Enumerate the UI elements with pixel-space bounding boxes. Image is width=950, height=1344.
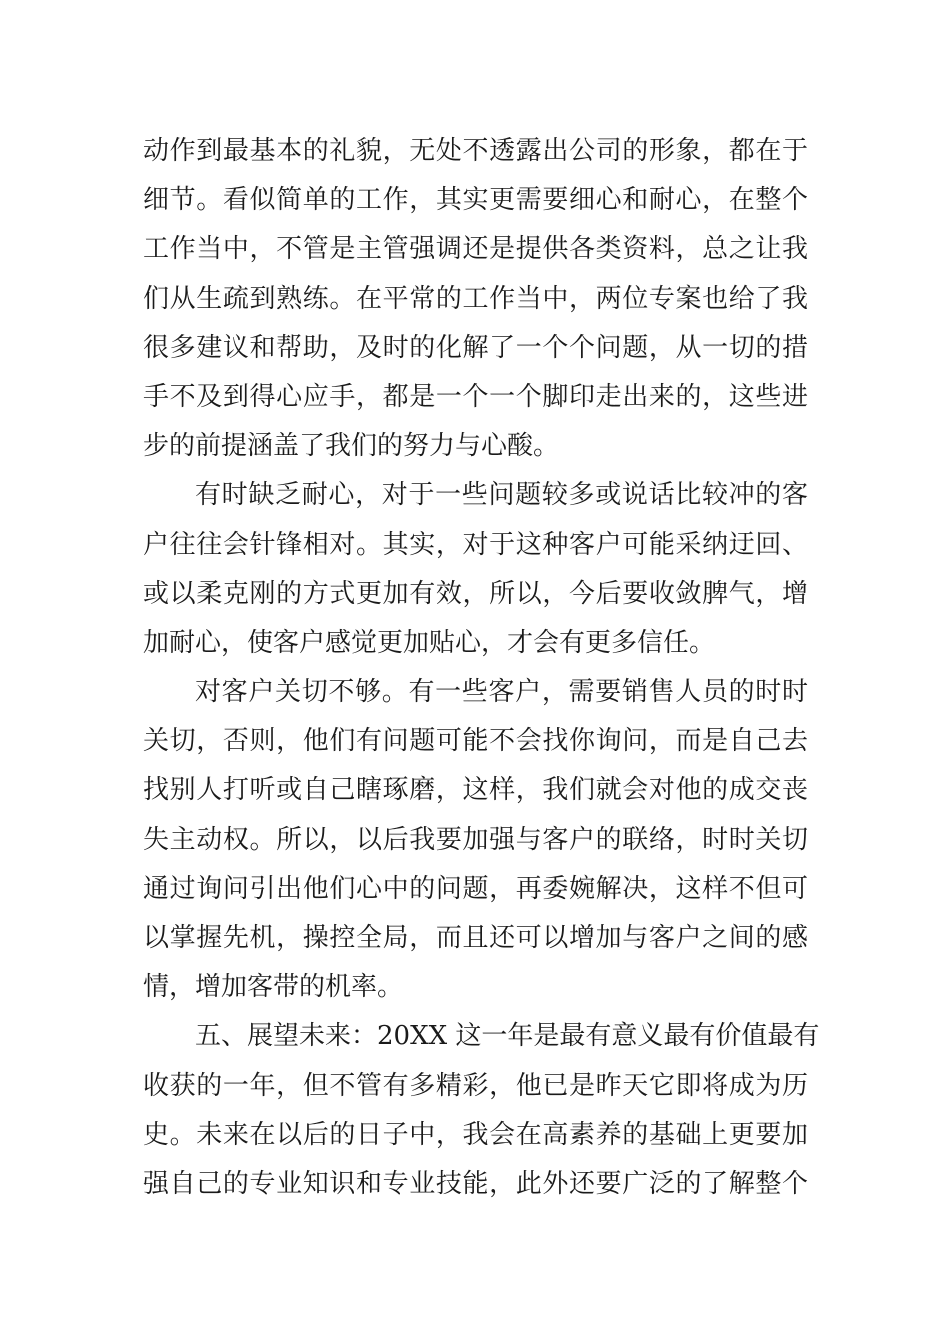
text-line: 找别人打听或自己瞎琢磨，这样，我们就会对他的成交丧 bbox=[143, 775, 808, 806]
text-line: 情，增加客带的机率。 bbox=[143, 972, 404, 1003]
paragraph-first-line: 有时缺乏耐心，对于一些问题较多或说话比较冲的客 bbox=[195, 480, 808, 511]
text-line: 以掌握先机，操控全局，而且还可以增加与客户之间的感 bbox=[143, 923, 808, 953]
text-line: 收获的一年，但不管有多精彩，他已是昨天它即将成为历 bbox=[143, 1070, 808, 1101]
text-line: 通过询问引出他们心中的问题，再委婉解决，这样不但可 bbox=[143, 873, 808, 904]
body-text bbox=[143, 127, 820, 1209]
text-line: 户往往会针锋相对。其实，对于这种客户可能采纳迂回、 bbox=[143, 529, 808, 560]
text-line: 关切，否则，他们有问题可能不会找你询问，而是自己去 bbox=[143, 726, 808, 757]
text-line: 很多建议和帮助，及时的化解了一个个问题，从一切的措 bbox=[143, 332, 808, 363]
paragraph-first-line: 对客户关切不够。有一些客户，需要销售人员的时时 bbox=[195, 677, 808, 708]
text-line: 细节。看似简单的工作，其实更需要细心和耐心，在整个 bbox=[143, 185, 808, 216]
text-line: 强自己的专业知识和专业技能，此外还要广泛的了解整个 bbox=[143, 1168, 808, 1199]
text-line: 们从生疏到熟练。在平常的工作当中，两位专案也给了我 bbox=[143, 283, 808, 314]
text-line: 失主动权。所以，以后我要加强与客户的联络，时时关切 bbox=[143, 824, 808, 855]
text-line: 加耐心，使客户感觉更加贴心，才会有更多信任。 bbox=[143, 627, 716, 658]
text-line: 史。未来在以后的日子中，我会在高素养的基础上更要加 bbox=[143, 1119, 808, 1150]
text-line: 工作当中，不管是主管强调还是提供各类资料，总之让我 bbox=[143, 234, 808, 265]
paragraph-first-line: 五、展望未来：20XX 这一年是最有意义最有价值最有 bbox=[195, 1021, 820, 1052]
text-line: 手不及到得心应手，都是一个一个脚印走出来的，这些进 bbox=[143, 381, 808, 412]
text-line: 动作到最基本的礼貌，无处不透露出公司的形象，都在于 bbox=[143, 136, 808, 166]
text-line: 或以柔克刚的方式更加有效，所以，今后要收敛脾气，增 bbox=[143, 578, 808, 609]
text-line: 步的前提涵盖了我们的努力与心酸。 bbox=[143, 431, 560, 462]
